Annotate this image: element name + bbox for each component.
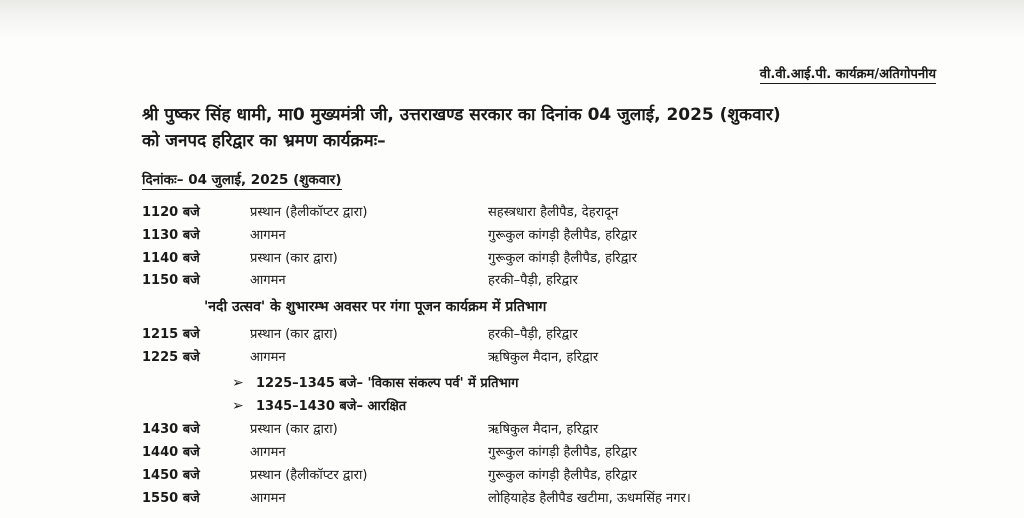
event-heading: 'नदी उत्सव' के शुभारम्भ अवसर पर गंगा पूजन कार्यक्रम में प्रतिभाग <box>204 299 547 315</box>
bullet-item <box>232 396 406 417</box>
row-place: ऋषिकुल मैदान, हरिद्वार <box>488 422 599 437</box>
heading-line-2: को जनपद हरिद्वार का भ्रमण कार्यक्रमः– <box>142 131 386 151</box>
row-place: लोहियाहेड हैलीपैड खटीमा, ऊधमसिंह नगर। <box>488 491 691 506</box>
row-time: 1430 बजे <box>142 422 200 437</box>
row-place: गुरूकुल कांगड़ी हैलीपैड, हरिद्वार <box>488 228 637 243</box>
row-place: हरकी–पैड़ी, हरिद्वार <box>488 273 578 288</box>
bullet-text: 1345–1430 बजे– आरक्षित <box>256 399 407 414</box>
classification-label: वी.वी.आई.पी. कार्यक्रम/अतिगोपनीय <box>760 64 936 84</box>
row-action: आगमन <box>250 445 286 460</box>
bullet-item <box>232 373 518 394</box>
row-action: आगमन <box>250 273 286 288</box>
row-time: 1450 बजे <box>142 468 200 483</box>
row-action: प्रस्थान (कार द्वारा) <box>250 422 338 437</box>
schedule-date: दिनांकः– 04 जुलाई, 2025 (शुकवार) <box>142 172 342 188</box>
row-time: 1550 बजे <box>142 491 200 506</box>
document-heading <box>142 102 942 154</box>
row-time: 1120 बजे <box>142 205 200 220</box>
row-time: 1130 बजे <box>142 228 200 243</box>
arrow-bullet-icon: ➢ <box>232 398 244 414</box>
row-place: हरकी–पैड़ी, हरिद्वार <box>488 327 578 342</box>
row-action: आगमन <box>250 228 286 243</box>
row-place: गुरूकुल कांगड़ी हैलीपैड, हरिद्वार <box>488 251 637 266</box>
row-place: सहस्त्रधारा हैलीपैड, देहरादून <box>488 205 619 220</box>
heading-line-1: श्री पुष्कर सिंह धामी, मा0 मुख्यमंत्री जी, उत्तराखण्ड सरकार का दिनांक 04 जुलाई, 2025 (शुकवार) <box>142 105 781 125</box>
row-time: 1225 बजे <box>142 350 200 365</box>
paper-fold-shadow <box>0 0 1024 40</box>
row-time: 1140 बजे <box>142 251 200 266</box>
bullet-text: 1225–1345 बजे– 'विकास संकल्प पर्व' में प्रतिभाग <box>256 376 519 391</box>
row-time: 1150 बजे <box>142 273 200 288</box>
row-action: आगमन <box>250 350 286 365</box>
row-time: 1440 बजे <box>142 445 200 460</box>
row-place: ऋषिकुल मैदान, हरिद्वार <box>488 350 599 365</box>
row-action: प्रस्थान (हैलीकॉप्टर द्वारा) <box>250 205 368 220</box>
row-action: प्रस्थान (कार द्वारा) <box>250 327 338 342</box>
row-action: आगमन <box>250 491 286 506</box>
row-action: प्रस्थान (हैलीकॉप्टर द्वारा) <box>250 468 368 483</box>
row-action: प्रस्थान (कार द्वारा) <box>250 251 338 266</box>
row-time: 1215 बजे <box>142 327 200 342</box>
row-place: गुरूकुल कांगड़ी हैलीपैड, हरिद्वार <box>488 445 637 460</box>
row-place: गुरूकुल कांगड़ी हैलीपैड, हरिद्वार <box>488 468 637 483</box>
arrow-bullet-icon: ➢ <box>232 375 244 391</box>
